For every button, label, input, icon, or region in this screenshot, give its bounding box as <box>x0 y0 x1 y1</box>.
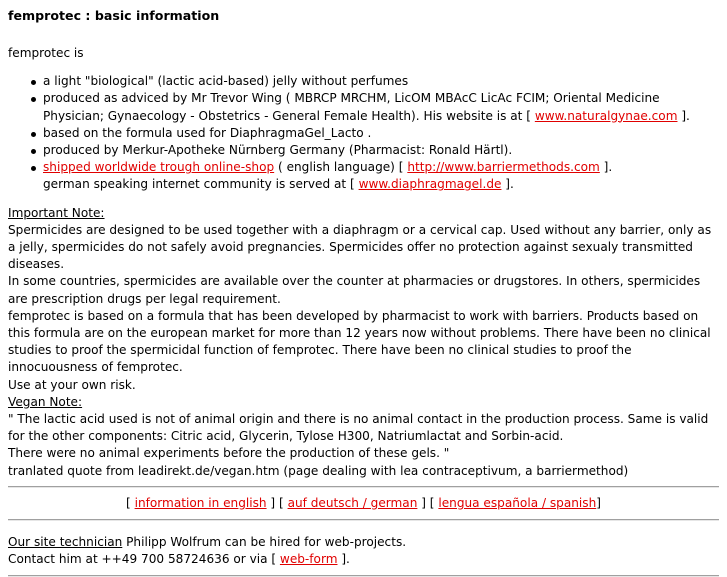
feature-advisor: produced as adviced by Mr Trevor Wing ( MBRCP MRCHM, LicOM MBAcC LicAc FCIM; Oriental Medicine Physician; Gynaecology - Obstetrics - General Female Health). His website is at [ <box>43 91 660 123</box>
feature-community: german speaking internet community is served at [ <box>43 177 359 192</box>
list-item: shipped worldwide trough online-shop ( english language) [ http://www.barriermethods.com ]. <box>43 159 719 176</box>
feature-producer: produced by Merkur-Apotheke Nürnberg Germany (Pharmacist: Ronald Härtl). <box>43 143 513 158</box>
language-nav: [ information in english ] [ auf deutsch / german ] [ lengua española / spanish] <box>126 495 601 510</box>
important-note-heading: Important Note: <box>8 205 105 220</box>
important-note-p3: femprotec is based on a formula that has been developed by pharmacist to work with barriers. Products based on this formula are on the european market for more than 12 years now without problems. There have been no clinical studies to proof the spermicidal function of femprotec. There have been no clinical studies to proof the innocuousness of femprotec. <box>8 308 711 375</box>
notes-section <box>8 205 719 480</box>
feature-biological: a light "biological" (lactic acid-based) jelly without perfumes <box>43 74 409 89</box>
technician-heading: Our site technician <box>8 535 123 550</box>
web-form-link[interactable]: web-form <box>279 552 338 567</box>
vegan-note-p3: tranlated quote from leadirekt.de/vegan.htm (page dealing with lea contraceptivum, a barriermethod) <box>8 463 629 478</box>
feature-formula: based on the formula used for DiaphragmaGel_Lacto . <box>43 125 372 140</box>
important-note-p4: Use at your own risk. <box>8 377 136 392</box>
barriermethods-link[interactable]: http://www.barriermethods.com <box>407 160 600 175</box>
list-item: produced as adviced by Mr Trevor Wing ( MBRCP MRCHM, LicOM MBAcC LicAc FCIM; Oriental Medicine Physician; Gynaecology - Obstetrics - General Female Health). His website is at [ www.naturalgynae.com ]. <box>43 90 719 124</box>
intro-text: femprotec is <box>8 46 84 60</box>
divider <box>8 519 719 521</box>
spanish-link[interactable]: lengua española / spanish <box>438 495 597 510</box>
page-title: femprotec : basic information <box>8 8 220 23</box>
divider <box>8 486 719 488</box>
important-note-p1: Spermicides are designed to be used together with a diaphragm or a cervical cap. Used without any barrier, only as a jelly, spermicides do not safely avoid pregnancies. Spermicides offer no protection against sexualy transmitted diseases. <box>8 222 712 272</box>
important-note-p2: In some countries, spermicides are available over the counter at pharmacies or drugstores. In others, spermicides are prescription drugs per legal requirement. <box>8 274 701 306</box>
list-item <box>43 142 719 159</box>
list-item <box>43 125 719 142</box>
list-item <box>43 73 719 90</box>
technician-section: Our site technician Philipp Wolfrum can be hired for web-projects. Contact him at ++49 700 58724636 or via [ web-form ]. <box>8 535 407 567</box>
vegan-note-p1: " The lactic acid used is not of animal origin and there is no animal contact in the production process. Same is valid for the other components: Citric acid, Glycerin, Tylose H300, Natriumlactat and Sorbin-acid. <box>8 412 709 444</box>
german-link[interactable]: auf deutsch / german <box>287 495 418 510</box>
naturalgynae-link[interactable]: www.naturalgynae.com <box>534 108 678 123</box>
vegan-note-p2: There were no animal experiments before the production of these gels. " <box>8 446 450 461</box>
feature-list <box>8 73 719 193</box>
online-shop-link[interactable]: shipped worldwide trough online-shop <box>43 160 275 175</box>
list-item: german speaking internet community is served at [ www.diaphragmagel.de ]. <box>43 177 514 192</box>
english-link[interactable]: information in english <box>134 495 267 510</box>
vegan-note-heading: Vegan Note: <box>8 394 83 409</box>
diaphragmagel-link[interactable]: www.diaphragmagel.de <box>358 177 502 192</box>
